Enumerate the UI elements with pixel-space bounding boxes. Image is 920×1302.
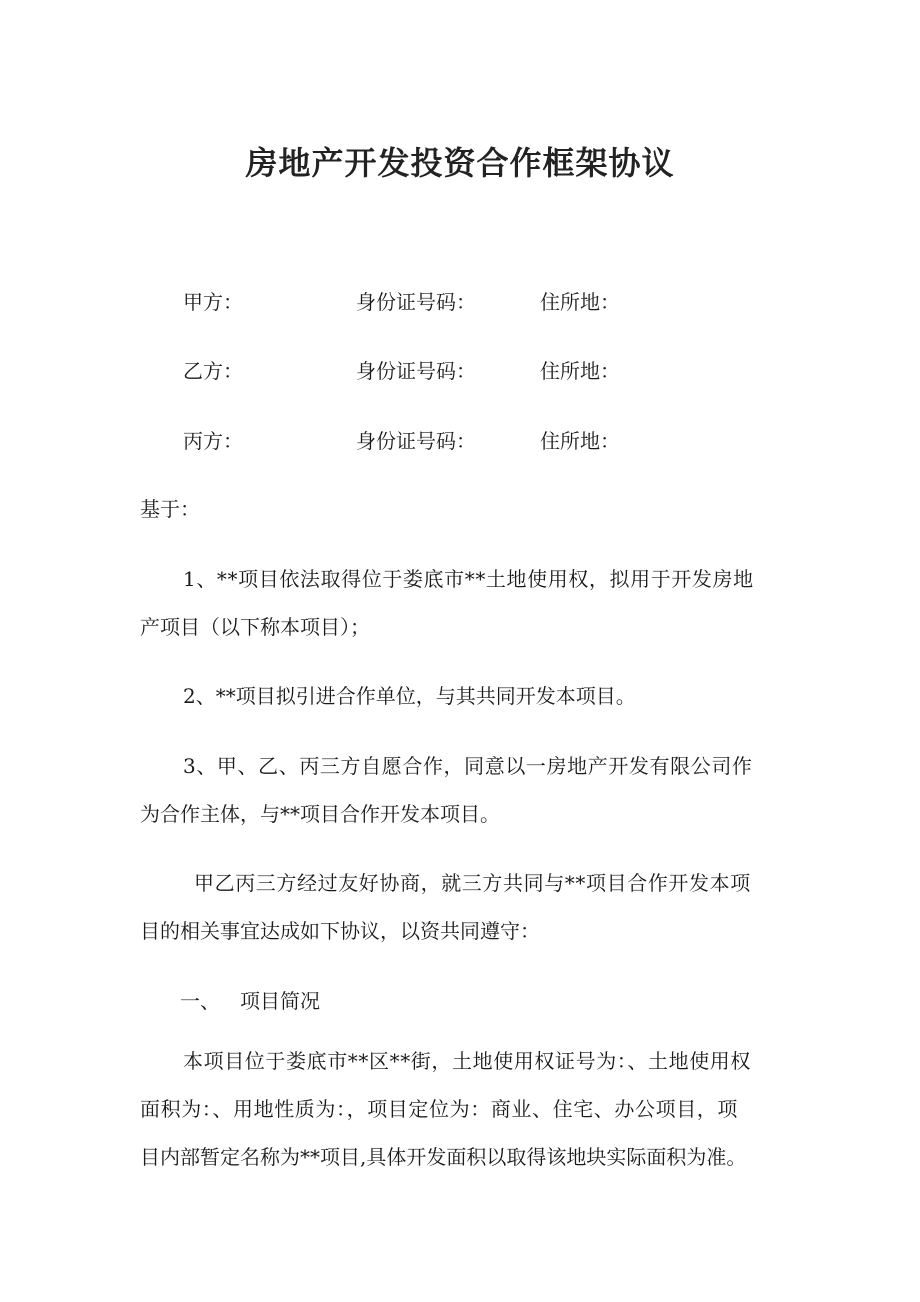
party-id-label: 身份证号码： [356, 359, 476, 383]
item-1-line-1: 1、**项目依法取得位于娄底市**土地使用权，拟用于开发房地 [183, 567, 754, 591]
basis-label: 基于： [140, 497, 200, 521]
overview-line-2: 面积为：、用地性质为：，项目定位为：商业、住宅、办公项目，项 [140, 1097, 738, 1121]
party-name-label: 丙方： [183, 429, 243, 453]
item-1-line-2: 产项目（以下称本项目）； [140, 615, 370, 639]
document-title: 房地产开发投资合作框架协议 [245, 144, 675, 182]
item-3-line-2: 为合作主体，与**项目合作开发本项目。 [140, 802, 500, 826]
party-address-label: 住所地： [540, 359, 620, 383]
agreement-line-2: 目的相关事宜达成如下协议，以资共同遵守： [140, 919, 540, 943]
item-2-line-1: 2、**项目拟引进合作单位，与其共同开发本项目。 [183, 684, 636, 708]
party-address-label: 住所地： [540, 429, 620, 453]
overview-line-1: 本项目位于娄底市**区**街，土地使用权证号为：、土地使用权 [183, 1049, 751, 1073]
party-name-label: 乙方： [183, 359, 243, 383]
party-id-label: 身份证号码： [356, 429, 476, 453]
party-address-label: 住所地： [540, 290, 620, 314]
section-number: 一、 [180, 989, 220, 1013]
party-name-label: 甲方： [183, 290, 243, 314]
overview-line-3: 目内部暂定名称为**项目,具体开发面积以取得该地块实际面积为准。 [140, 1145, 747, 1169]
party-id-label: 身份证号码： [356, 290, 476, 314]
section-title: 项目简况 [240, 989, 320, 1013]
item-3-line-1: 3、甲、乙、丙三方自愿合作，同意以一房地产开发有限公司作 [183, 754, 753, 778]
agreement-line-1: 甲乙丙三方经过友好协商，就三方共同与**项目合作开发本项 [194, 871, 751, 895]
